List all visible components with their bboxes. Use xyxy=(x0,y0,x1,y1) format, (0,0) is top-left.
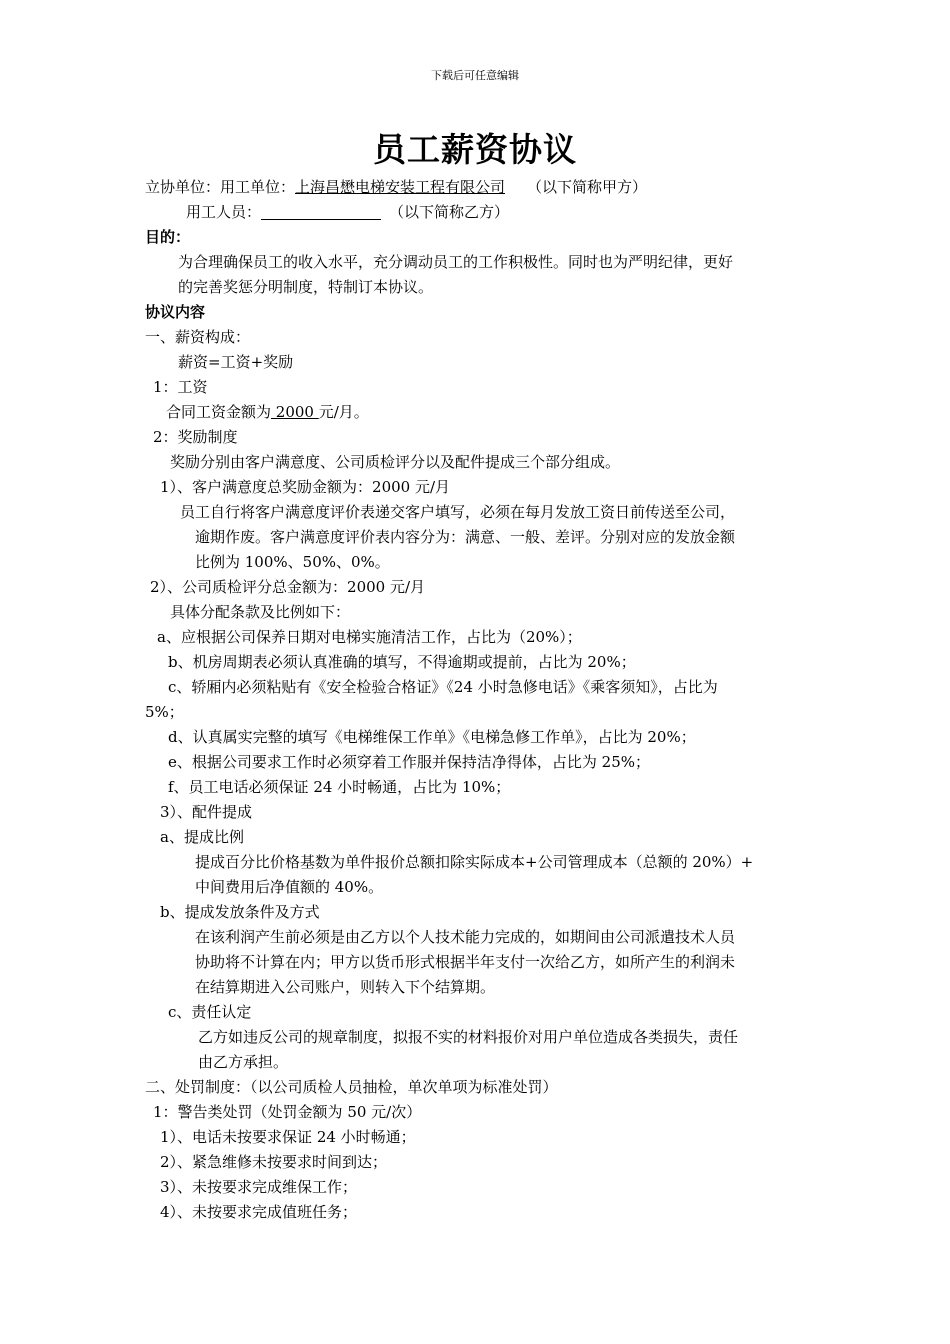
purpose-line-1: 为合理确保员工的收入水平，充分调动员工的工作积极性。同时也为严明纪律，更好 xyxy=(178,253,734,271)
commission-conditions-line-1: 在该利润产生前必须是由乙方以个人技术能力完成的，如期间由公司派遣技术人员 xyxy=(195,928,736,946)
commission-ratio-heading: a、提成比例 xyxy=(160,828,244,846)
reward-intro: 奖励分别由客户满意度、公司质检评分以及配件提成三个部分组成。 xyxy=(170,453,621,471)
header-note: 下载后可任意编辑 xyxy=(431,69,519,82)
quality-item-b: b、机房周期表必须认真准确的填写，不得逾期或提前，占比为 20%； xyxy=(168,653,636,671)
liability-heading: c、责任认定 xyxy=(168,1003,252,1021)
salary-formula: 薪资=工资+奖励 xyxy=(178,353,294,371)
quality-item-d: d、认真属实完整的填写《电梯维保工作单》《电梯急修工作单》，占比为 20%； xyxy=(168,728,696,746)
quality-heading: 2）、公司质检评分总金额为：2000 元/月 xyxy=(150,578,426,596)
commission-conditions-line-2: 协助将不计算在内；甲方以货币形式根据半年支付一次给乙方，如所产生的利润未 xyxy=(195,953,736,971)
employee-name-blank xyxy=(261,203,381,220)
parts-commission-heading: 3）、配件提成 xyxy=(160,803,253,821)
party-employer-line xyxy=(145,177,647,197)
commission-conditions-heading: b、提成发放条件及方式 xyxy=(160,903,320,921)
warning-item-1: 1）、电话未按要求保证 24 小时畅通； xyxy=(160,1128,416,1146)
liability-line-2: 由乙方承担。 xyxy=(198,1053,289,1071)
wage-suffix: 元/月。 xyxy=(318,403,369,421)
company-name: 上海昌懋电梯安装工程有限公司 xyxy=(295,178,506,196)
satisfaction-line-3: 比例为 100%、50%、0%。 xyxy=(195,553,390,571)
content-heading: 协议内容 xyxy=(145,303,206,321)
commission-ratio-line-1: 提成百分比价格基数为单件报价总额扣除实际成本+公司管理成本（总额的 20%）+ xyxy=(195,853,754,871)
purpose-line-2: 的完善奖惩分明制度，特制订本协议。 xyxy=(178,278,434,296)
reward-heading: 2：奖励制度 xyxy=(153,428,238,446)
satisfaction-line-2: 逾期作废。客户满意度评价表内容分为：满意、一般、差评。分别对应的发放金额 xyxy=(195,528,736,546)
warning-item-2: 2）、紧急维修未按要求时间到达； xyxy=(160,1153,388,1171)
warning-penalty-heading: 1：警告类处罚（处罚金额为 50 元/次） xyxy=(153,1103,422,1121)
quality-item-c-line-1: c、轿厢内必须粘贴有《安全检验合格证》《24 小时急修电话》《乘客须知》，占比为 xyxy=(168,678,718,696)
document-title: 员工薪资协议 xyxy=(373,130,577,169)
liability-line-1: 乙方如违反公司的规章制度，拟报不实的材料报价对用户单位造成各类损失，责任 xyxy=(198,1028,739,1046)
satisfaction-heading: 1）、客户满意度总奖励金额为：2000 元/月 xyxy=(160,478,451,496)
quality-item-f: f、员工电话必须保证 24 小时畅通，占比为 10%； xyxy=(168,778,511,796)
warning-item-3: 3）、未按要求完成维保工作； xyxy=(160,1178,358,1196)
wage-heading: 1：工资 xyxy=(153,378,208,396)
quality-item-e: e、根据公司要求工作时必须穿着工作服并保持洁净得体，占比为 25%； xyxy=(168,753,650,771)
section-1-heading: 一、薪资构成： xyxy=(145,328,251,346)
commission-conditions-line-3: 在结算期进入公司账户，则转入下个结算期。 xyxy=(195,978,496,996)
purpose-heading: 目的： xyxy=(145,228,191,246)
quality-item-c-line-2: 5%； xyxy=(145,703,184,721)
wage-amount: 2000 xyxy=(271,403,319,421)
commission-ratio-line-2: 中间费用后净值额的 40%。 xyxy=(195,878,384,896)
party-employer-label: 立协单位：用工单位： xyxy=(145,178,296,196)
party-b-note: （以下简称乙方） xyxy=(389,203,510,221)
warning-item-4: 4）、未按要求完成值班任务； xyxy=(160,1203,358,1221)
quality-intro: 具体分配条款及比例如下： xyxy=(170,603,351,621)
party-a-note: （以下简称甲方） xyxy=(527,178,648,196)
party-employee-label: 用工人员： xyxy=(186,203,262,221)
satisfaction-line-1: 员工自行将客户满意度评价表递交客户填写，必须在每月发放工资日前传送至公司， xyxy=(180,503,736,521)
quality-item-a: a、应根据公司保养日期对电梯实施清洁工作，占比为（20%）； xyxy=(157,628,582,646)
section-2-heading: 二、处罚制度：（以公司质检人员抽检，单次单项为标准处罚） xyxy=(145,1078,558,1096)
party-employee-line xyxy=(186,202,509,222)
wage-line xyxy=(166,402,369,422)
wage-prefix: 合同工资金额为 xyxy=(166,403,272,421)
